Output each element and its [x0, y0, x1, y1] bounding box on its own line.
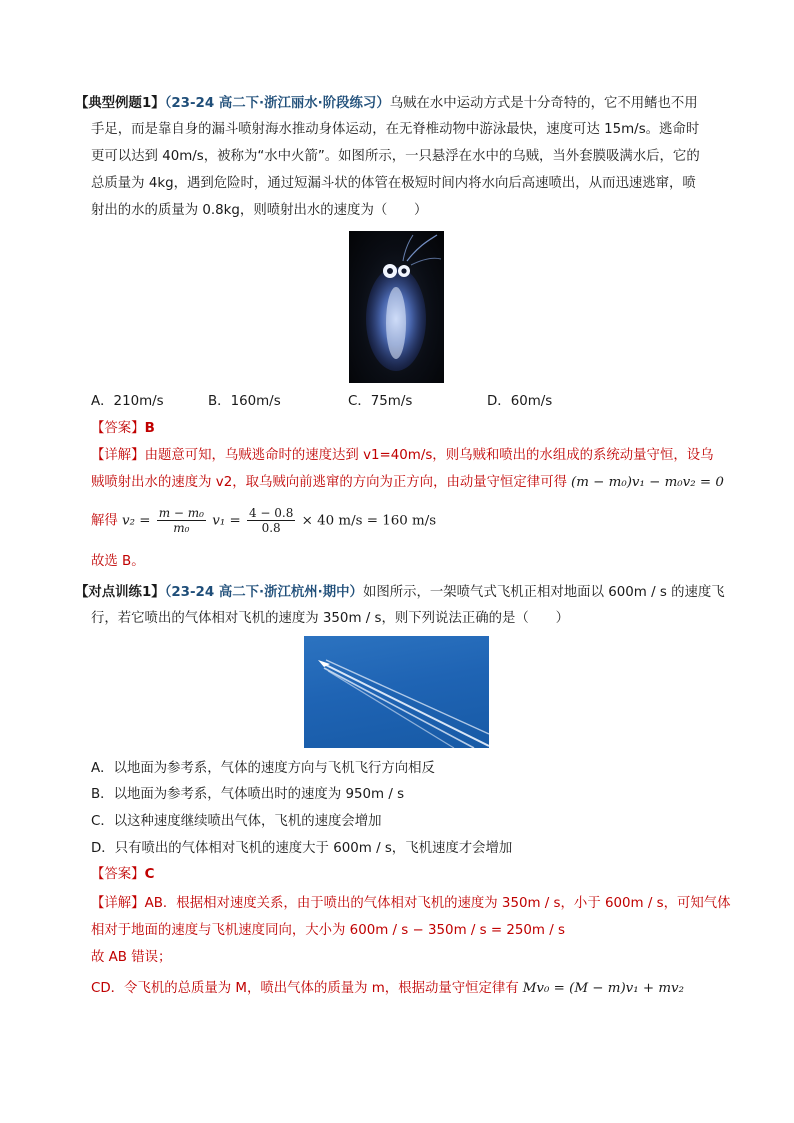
detail-label: 【详解】: [91, 896, 145, 911]
example1-question-line: 手足，而是靠自身的漏斗喷射海水推动身体运动，在无脊椎动物中游泳最快，速度可达 15m/s。逃命时: [91, 122, 700, 137]
example1-detail-line1: [91, 447, 714, 465]
practice1-first-line: [75, 584, 725, 602]
practice1-option-d: D．只有喷出的气体相对飞机的速度大于 600m / s，飞机速度才会增加: [91, 841, 513, 856]
cd-text: CD．令飞机的总质量为 M，喷出气体的质量为 m，根据动量守恒定律有: [91, 981, 519, 996]
practice1-source: （23-24 高二下·浙江杭州·期中）: [164, 585, 363, 600]
practice1-tag: 【对点训练1】: [75, 585, 165, 600]
practice1-ab-conclusion: 故 AB 错误；: [91, 950, 172, 965]
solve-v1: v₁ =: [212, 513, 241, 529]
detail-label: 【详解】: [91, 448, 145, 463]
practice1-question-line: 如图所示，一架喷气式飞机正相对地面以 600m / s 的速度飞: [362, 585, 725, 600]
practice1-cd-line: [91, 980, 684, 998]
practice1-option-b: B．以地面为参考系，气体喷出时的速度为 950m / s: [91, 787, 405, 802]
detail-text: AB．根据相对速度关系，由于喷出的气体相对飞机的速度为 350m / s，小于 600m / s，可知气体: [144, 896, 731, 911]
example1-answer: [91, 420, 155, 438]
example1-first-line: [75, 95, 698, 113]
contrail-illustration: [304, 636, 489, 748]
solve-prefix: 解得: [91, 513, 118, 529]
answer-label: 【答案】: [91, 421, 145, 436]
answer-value: B: [144, 421, 155, 436]
detail-text: 贼喷射出水的速度为 v2，取乌贼向前逃窜的方向为正方向，由动量守恒定律可得: [91, 475, 567, 490]
momentum-equation: Mv₀ = (M − m)v₁ + mv₂: [522, 981, 684, 996]
squid-illustration: [349, 231, 444, 383]
practice1-answer: [91, 866, 154, 884]
answer-value: C: [144, 867, 155, 882]
practice1-option-a: A．以地面为参考系，气体的速度方向与飞机飞行方向相反: [91, 761, 435, 776]
example1-solution: [91, 506, 436, 537]
momentum-equation: (m − m₀)v₁ − m₀v₂ = 0: [570, 475, 724, 490]
example1-option-b: B．160m/s: [208, 394, 281, 409]
example1-question-line: 总质量为 4kg，遇到危险时，通过短漏斗状的体管在极短时间内将水向后高速喷出，从而迅速逃窜，喷: [91, 176, 696, 191]
practice1-detail-line1: [91, 895, 731, 913]
example1-detail-line2: [91, 474, 724, 492]
example1-question-line: 更可以达到 40m/s，被称为“水中火箭”。如图所示，一只悬浮在水中的乌贼，当外套膜吸满水后，它的: [91, 149, 700, 164]
practice1-detail-line2: 相对于地面的速度与飞机速度同向，大小为 600m / s − 350m / s = 250m / s: [91, 923, 565, 938]
example1-source: （23-24 高二下·浙江丽水·阶段练习）: [164, 96, 390, 111]
detail-text: 由题意可知，乌贼逃命时的速度达到 v1=40m/s，则乌贼和喷出的水组成的系统动量守恒，设乌: [144, 448, 714, 463]
practice1-option-c: C．以这种速度继续喷出气体，飞机的速度会增加: [91, 814, 382, 829]
squid-photo: [349, 231, 444, 383]
solve-lhs: v₂ =: [122, 513, 151, 529]
answer-label: 【答案】: [91, 867, 145, 882]
example1-question-line: 乌贼在水中运动方式是十分奇特的，它不用鳍也不用: [389, 96, 698, 111]
example1-option-c: C．75m/s: [348, 394, 413, 409]
fraction-numeric: $\frac{4 - 0.8}{0.8}$: [248, 506, 294, 535]
practice1-question-line: 行，若它喷出的气体相对飞机的速度为 350m / s，则下列说法正确的是（ ）: [91, 611, 569, 626]
solve-result: × 40 m/s = 160 m/s: [301, 513, 437, 529]
example1-option-d: D．60m/s: [487, 394, 553, 409]
example1-option-a: A．210m/s: [91, 394, 164, 409]
example1-tag: 【典型例题1】: [75, 96, 165, 111]
example1-conclusion: 故选 B。: [91, 554, 145, 569]
jet-contrail-photo: [304, 636, 489, 748]
fraction-mass-ratio: $\frac{\text{m − m₀}}{\text{m₀}}$: [158, 506, 204, 535]
example1-question-line: 射出的水的质量为 0.8kg，则喷射出水的速度为（ ）: [91, 203, 428, 218]
